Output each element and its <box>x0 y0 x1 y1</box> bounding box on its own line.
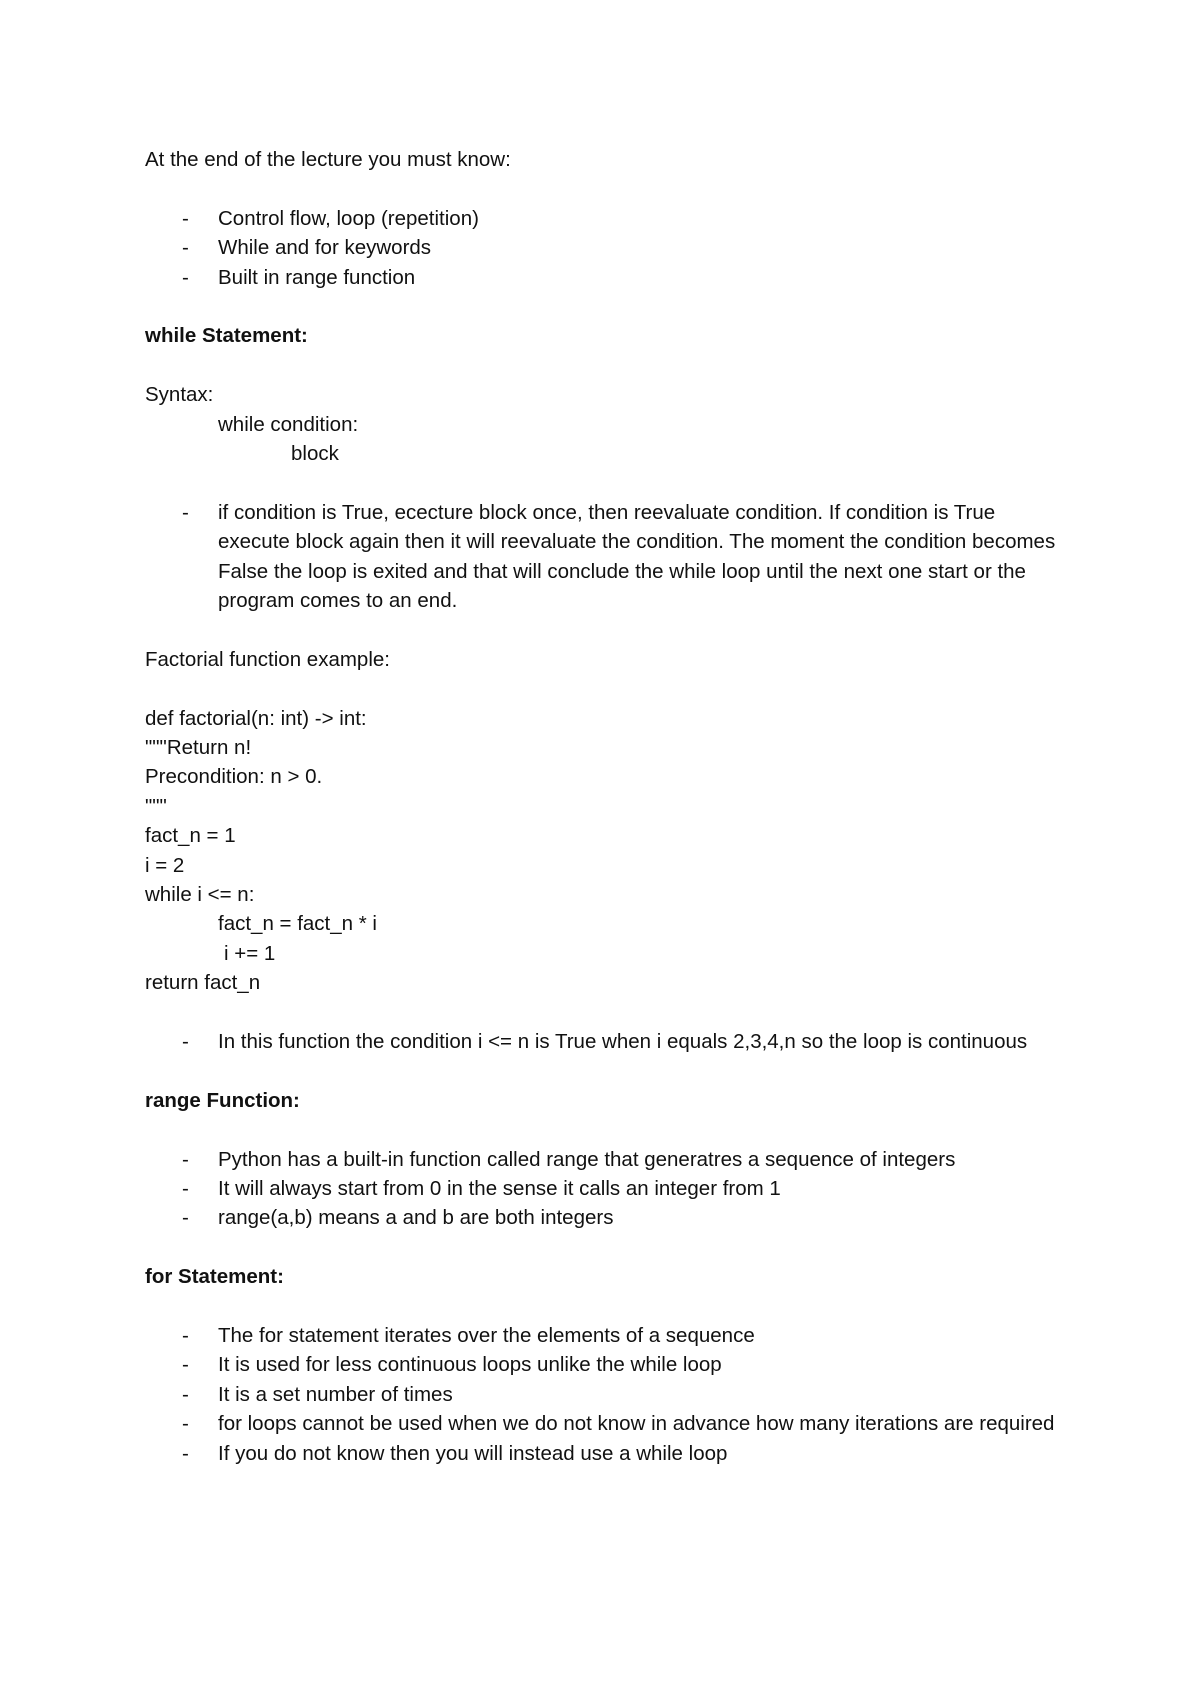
for-heading: for Statement: <box>145 1265 284 1289</box>
code-line: """Return n! <box>145 736 252 760</box>
spacer <box>145 351 1065 380</box>
list-item: - While and for keywords <box>182 236 432 260</box>
intro-text: At the end of the lecture you must know: <box>145 148 511 171</box>
list-item: - if condition is True, ececture block once, then reevaluate condition. If condition is True execute block again then it will reevaluate the condition. The moment the condition becomes False the loop is exited and that will conclude the while loop until the next one start or the program comes to an end. <box>182 500 1056 613</box>
spacer <box>145 468 1065 497</box>
code-line: while i <= n: <box>145 883 255 907</box>
syntax-line: block <box>291 442 339 466</box>
list-item: - Python has a built-in function called range that generatres a sequence of integers <box>182 1147 956 1171</box>
code-line: i += 1 <box>224 941 276 965</box>
list-item: - It is used for less continuous loops unlike the while loop <box>182 1353 722 1377</box>
spacer <box>145 674 1065 703</box>
spacer <box>145 1056 1065 1085</box>
list-item: - Control flow, loop (repetition) <box>182 206 479 230</box>
spacer <box>145 1115 1065 1144</box>
spacer <box>145 1292 1065 1321</box>
range-bullets <box>145 1145 1065 1233</box>
list-item: - In this function the condition i <= n is True when i equals 2,3,4,n so the loop is continuous <box>182 1030 1028 1054</box>
spacer <box>145 292 1065 321</box>
spacer <box>145 1233 1065 1262</box>
list-item: - The for statement iterates over the elements of a sequence <box>182 1324 755 1348</box>
list-item: - range(a,b) means a and b are both integers <box>182 1206 614 1230</box>
objectives-list <box>145 204 1065 292</box>
list-item: - If you do not know then you will instead use a while loop <box>182 1441 728 1465</box>
code-line: Precondition: n > 0. <box>145 765 323 789</box>
while-heading: while Statement: <box>145 324 308 348</box>
code-line: """ <box>145 794 167 818</box>
for-bullets <box>145 1321 1065 1468</box>
factorial-bullets <box>145 1027 1065 1056</box>
code-line: i = 2 <box>145 853 185 877</box>
spacer <box>145 174 1065 203</box>
list-item: - It will always start from 0 in the sense it calls an integer from 1 <box>182 1177 781 1201</box>
range-heading: range Function: <box>145 1088 300 1112</box>
syntax-label: Syntax: <box>145 383 214 407</box>
code-line: return fact_n <box>145 971 261 995</box>
spacer <box>145 998 1065 1027</box>
while-bullets <box>145 498 1065 616</box>
syntax-line: while condition: <box>218 412 359 436</box>
list-item: - for loops cannot be used when we do not know in advance how many iterations are required <box>182 1412 1055 1436</box>
code-block <box>145 704 1065 998</box>
code-line: fact_n = 1 <box>145 824 236 848</box>
document-body <box>145 145 1065 1468</box>
factorial-label: Factorial function example: <box>145 647 390 671</box>
list-item: - It is a set number of times <box>182 1382 453 1406</box>
spacer <box>145 615 1065 644</box>
list-item: - Built in range function <box>182 265 416 289</box>
code-line: def factorial(n: int) -> int: <box>145 706 367 730</box>
code-line: fact_n = fact_n * i <box>218 912 377 936</box>
